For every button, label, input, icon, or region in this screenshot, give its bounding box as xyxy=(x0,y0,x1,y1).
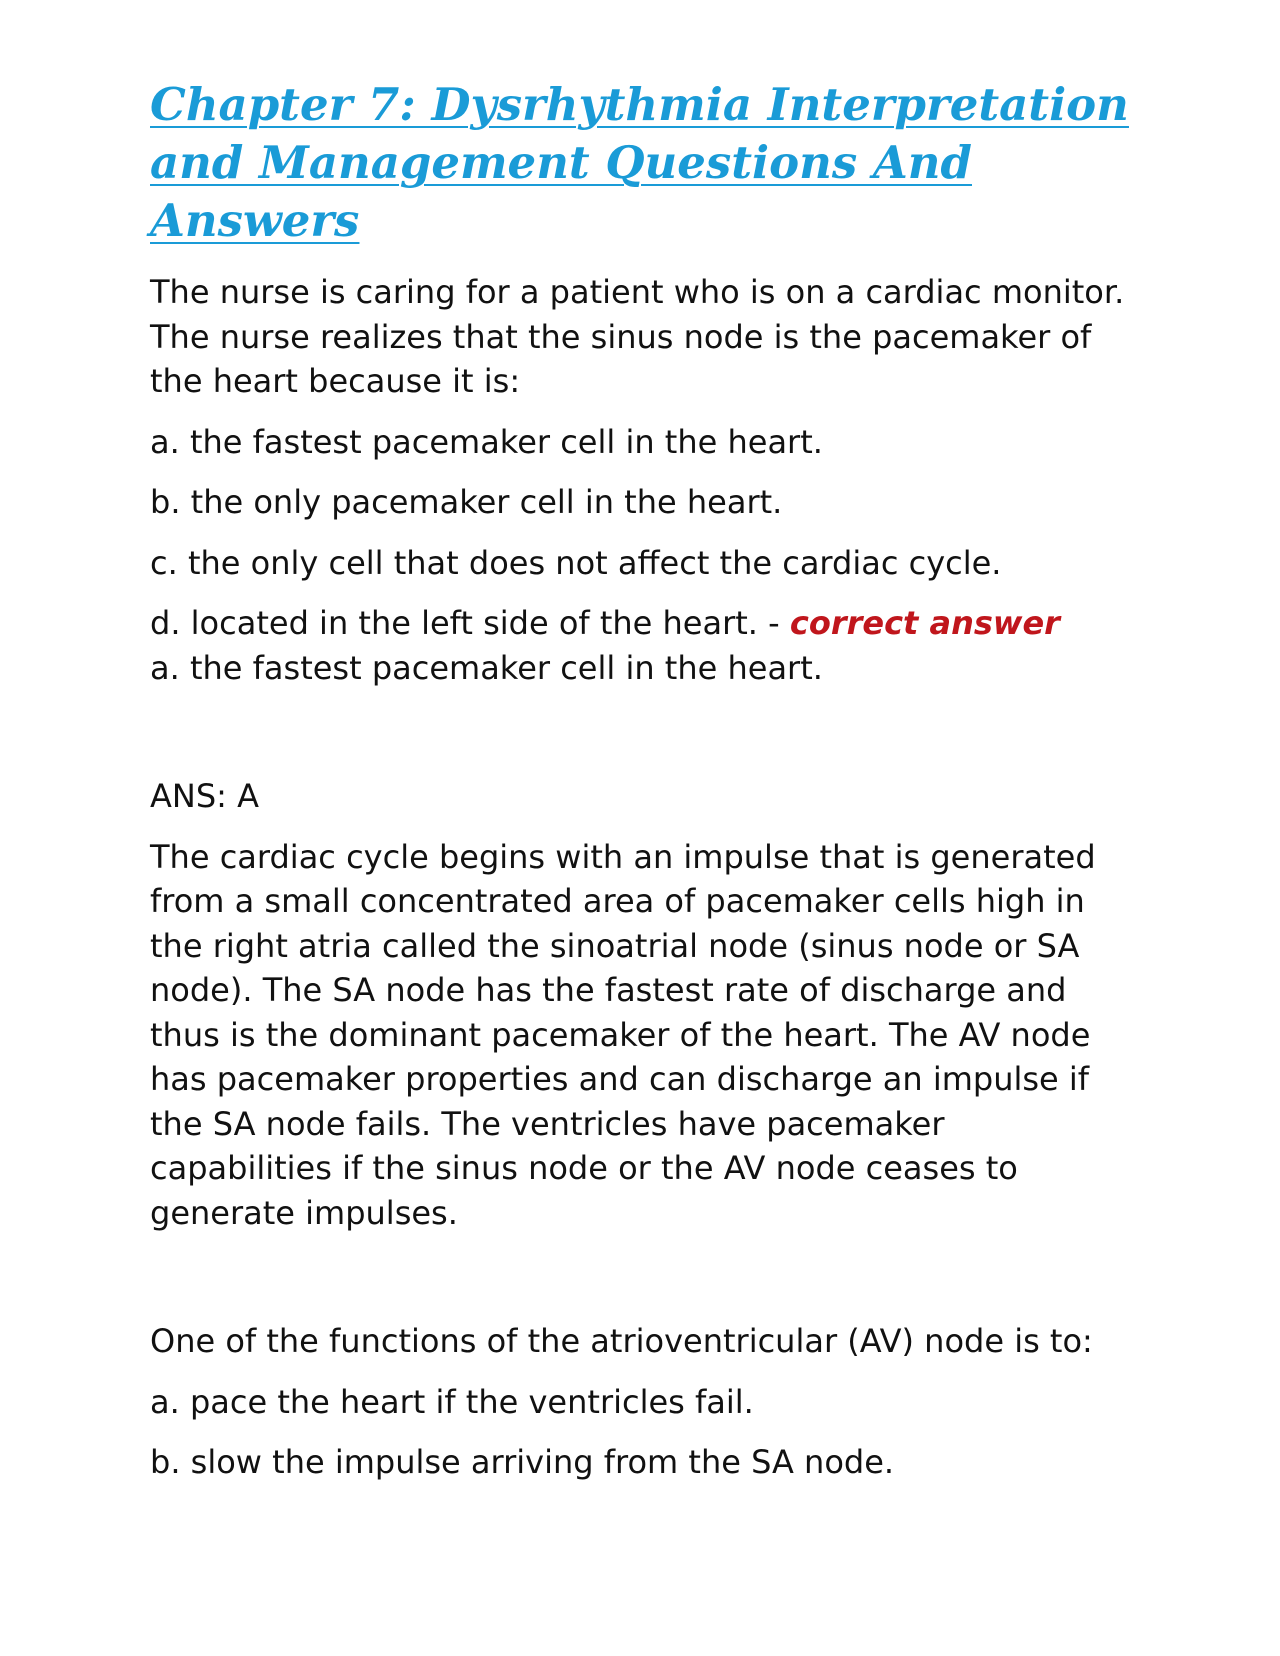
question-1-option-c: c. the only cell that does not affect the cardiac cycle. xyxy=(150,543,1002,582)
rationale: The cardiac cycle begins with an impulse that is generated from a small concentrated area of pacemaker cells high in the right atria called the sinoatrial node (sinus node or SA node). The SA node has the fastest rate of discharge and thus is the dominant pacemaker of the heart. The AV node has pacemaker properties and can discharge an impulse if the SA node fails. The ventricles have pacemaker capabilities if the sinus node or the AV node ceases to generate impulses. xyxy=(150,837,1096,1232)
title-link[interactable]: Chapter 7: Dysrhythmia Interpretation and Management Questions And Answers xyxy=(150,78,1129,247)
question-2-stem: One of the functions of the atrioventricular (AV) node is to: xyxy=(150,1322,1093,1360)
correct-answer-text: a. the fastest pacemaker cell in the heart. xyxy=(150,648,823,687)
question-1-stem: The nurse is caring for a patient who is on a cardiac monitor. The nurse realizes that the sinus node is the pacemaker of the heart because it is: xyxy=(150,273,1125,400)
question-1-option-a: a. the fastest pacemaker cell in the heart. xyxy=(150,422,823,461)
option-d-text: d. located in the left side of the heart. - xyxy=(150,604,790,642)
question-2-option-a: a. pace the heart if the ventricles fail. xyxy=(150,1382,754,1421)
correct-answer-label: correct answer xyxy=(789,604,1060,642)
question-1-option-d xyxy=(150,601,1130,690)
question-2-option-b: b. slow the impulse arriving from the SA node. xyxy=(150,1443,895,1481)
question-1-option-b: b. the only pacemaker cell in the heart. xyxy=(150,483,783,521)
answer-key: ANS: A xyxy=(150,777,259,815)
document-page xyxy=(150,76,1130,1501)
page-title[interactable] xyxy=(150,76,1130,250)
